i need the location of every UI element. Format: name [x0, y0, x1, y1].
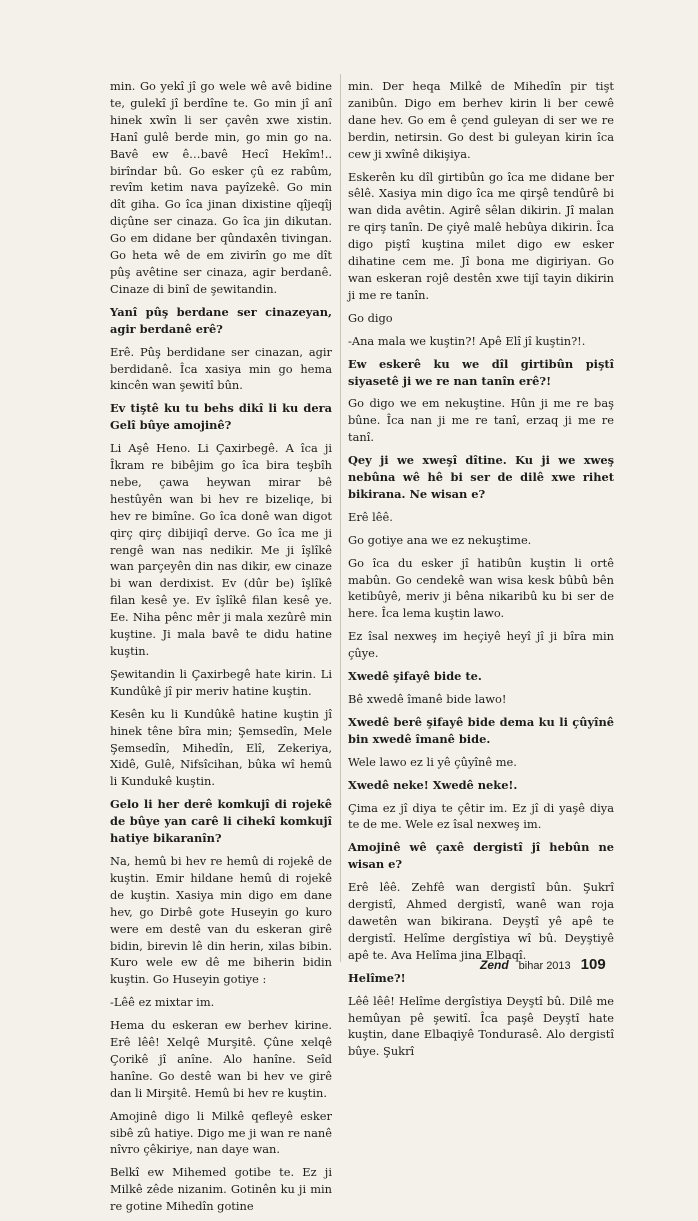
interview-question: Xwedê berê şifayê bide dema ku li çûyînê bin xwedê îmanê bide. [348, 714, 614, 746]
interview-answer: Li Aşê Heno. Li Çaxirbegê. A îca ji Îkram re bibêjim go îca bira teşbîh nebe, çawa heywan mirar bê hestûyên wan bi hev re bizeliqe, bi hev re bimîne. Go îca donê wan digot qirç qirç dibijiqî derve. Go îca me ji rengê wan nas nedikir. Me ji îşlîkê wan parçeyên din nas dikir, ew cinaze bi wan derdixist. Ev (dûr be) îşlîkê filan kesê ye. Ev îşlîkê filan kesê ye. Ee. Niha pênc mêr ji mala xezûrê min kuştine. Ji mala bavê te didu hatine kuştin. [110, 441, 332, 658]
interview-question: Yanî pûş berdane ser cinazeyan, agir berdanê erê? [110, 304, 332, 336]
interview-answer: Eskerên ku dîl girtibûn go îca me didane ber sêlê. Xasiya min digo îca me qirşê tendûrê bi wan dida avêtin. Agirê sêlan dikirin. Jî malan re qirş tanîn. De çiyê malê hebûya dikirin. Îca digo piştî kuştina milet digo ew esker dihatine cem me. Jî bona me digiriyan. Go wan eskeran rojê destên xwe tijî tayin dikirin ji me re tanîn. [348, 169, 614, 302]
interview-answer: Erê. Pûş berdidane ser cinazan, agir berdidanê. Îca xasiya min go hema kincên wan şewitî bûn. [110, 344, 332, 393]
interview-question: Ew eskerê ku we dîl girtibûn piştî siyasetê ji we re nan tanîn erê?! [348, 356, 614, 388]
interview-answer: Erê lêê. Zehfê wan dergistî bûn. Şukrî dergistî, Ahmed dergistî, wanê wan roja dawetên wan bikirana. Deyştî yê apê te dergistî. Helîme dergîstiya wî bû. Deyştiyê apê te. Ava Helîma jina Elbaqî. [348, 880, 614, 962]
interview-answer: Çima ez jî diya te çêtir im. Ez jî di yaşê diya te de me. Wele ez îsal nexweş im. [348, 800, 614, 832]
interview-answer: Belkî ew Mihemed gotibe te. Ez ji Milkê zêde nizanim. Gotinên ku ji min re gotine Mihedîn gotine [110, 1165, 332, 1214]
interview-question: Xwedê şifayê bide te. [348, 669, 482, 684]
interview-question: Ev tiştê ku tu behs dikî li ku dera Gelî bûye amojinê? [110, 401, 332, 433]
interview-answer: Go digo we em nekuştine. Hûn ji me re baş bûne. Îca nan ji me re tanî, erzaq ji me re tanî. [348, 396, 614, 445]
interview-answer: Ez îsal nexweş im heçiyê heyî jî ji bîra min çûye. [348, 629, 614, 661]
interview-answer: -Ana mala we kuştin?! Apê Elî jî kuştin?!. [348, 333, 586, 348]
column-divider [340, 74, 341, 962]
interview-answer: Bê xwedê îmanê bide lawo! [348, 692, 507, 706]
page-footer [480, 956, 606, 973]
interview-answer: Na, hemû bi hev re hemû di rojekê de kuştin. Emir hildane hemû di rojekê de kuştin. Xasiya min digo em dane hev, go Dirbê gote Huseyin go kuro were em destê van du eskeran girê bidin, birevin lê din herin, xilas bibin. Kuro wele ew dê me biherin bidin kuştin. Go Huseyin gotiye : [110, 853, 332, 987]
interview-question: Helîme?! [348, 970, 406, 985]
right-column [348, 78, 614, 1066]
interview-answer: min. Der heqa Milkê de Mihedîn pir tişt zanibûn. Digo em berhev kirin li ber cewê dane hev. Go em ê çend guleyan di ser we re berdin, netirsin. Go dest bi guleyan kirin îca cew ji xwînê dikişiya. [348, 79, 614, 161]
interview-answer: Hema du eskeran ew berhev kirine. Erê lêê! Xelqê Murşitê. Çûne xelqê Çorikê jî anîne. Alo hanîne. Seîd hanîne. Go destê wan bi hev ve girê dan li Mirşitê. Hemû bi hev re kuştin. [110, 1018, 332, 1100]
magazine-name: Zend [480, 958, 509, 972]
interview-answer: Erê lêê. [348, 509, 393, 524]
issue-label: bihar 2013 [518, 960, 571, 972]
interview-question: Gelo li her derê komkujî di rojekê de bûye yan carê li cihekî komkujî hatiye bikaranîn? [110, 797, 332, 846]
interview-answer: min. Go yekî jî go wele wê avê bidine te, gulekî jî berdîne te. Go min jî anî hinek xwîn li ser çavên xwe xistin. Hanî gulê berde min, go min go na. Bavê ew ê…bavê Hecî Hekîm!.. birîndar bû. Go esker çû ez rabûm, revîm ketim nava payîzekê. Go min dît giha. Go îca jinan dixistine qîjeqîj diçûne ser cinaza. Go îca jin dikutan. Go em didane ber qûndaxên tivingan. Go heta wê de em zivirîn go me dît pûş avêtine ser cinaza, agir berdanê. Cinaze di binî de şewitandin. [110, 79, 332, 296]
interview-answer: Go gotiye ana we ez nekuştime. [348, 532, 532, 547]
interview-answer: -Lêê ez mixtar im. [110, 995, 215, 1010]
interview-question: Qey ji we xweşî dîtine. Ku ji we xweş nebûna wê hê bi ser de dilê xwe rihet bikirana. Ne wisan e? [348, 453, 614, 501]
page-number: 109 [580, 956, 606, 973]
left-column [110, 78, 332, 1221]
interview-answer: Lêê lêê! Helîme dergîstiya Deyştî bû. Dilê me hemûyan pê şewitî. Îca paşê Deyştî hate kuştin, dane Elbaqiyê Tondurasê. Alo dergistî bûye. Şukrî [348, 993, 614, 1059]
interview-question: Xwedê neke! Xwedê neke!. [348, 777, 518, 792]
interview-answer: Go îca du esker jî hatibûn kuştin li ortê mabûn. Go cendekê wan wisa kesk bûbû bên ketibûyê, meriv ji bêna nikaribû ku bi ser de here. Îca lema kuştin lawo. [348, 555, 614, 621]
interview-answer: Kesên ku li Kundûkê hatine kuştin jî hinek têne bîra min; Şemsedîn, Mele Şemsedîn, Mihedîn, Elî, Zekeriya, Xidê, Gulê, Nifsîcihan, bûka wî hemû li Kundukê kuştin. [110, 706, 332, 789]
interview-answer: Go digo [348, 310, 393, 325]
interview-answer: Wele lawo ez li yê çûyînê me. [348, 754, 517, 769]
interview-answer: Şewitandin li Çaxirbegê hate kirin. Li Kundûkê jî pir meriv hatine kuştin. [110, 666, 332, 698]
interview-answer: Amojinê digo li Milkê qefleyê esker sibê zû hatiye. Digo me ji wan re nanê nîvro çêkiriye, nan daye wan. [110, 1108, 332, 1157]
interview-question: Amojinê wê çaxê dergistî jî hebûn ne wisan e? [348, 840, 614, 872]
